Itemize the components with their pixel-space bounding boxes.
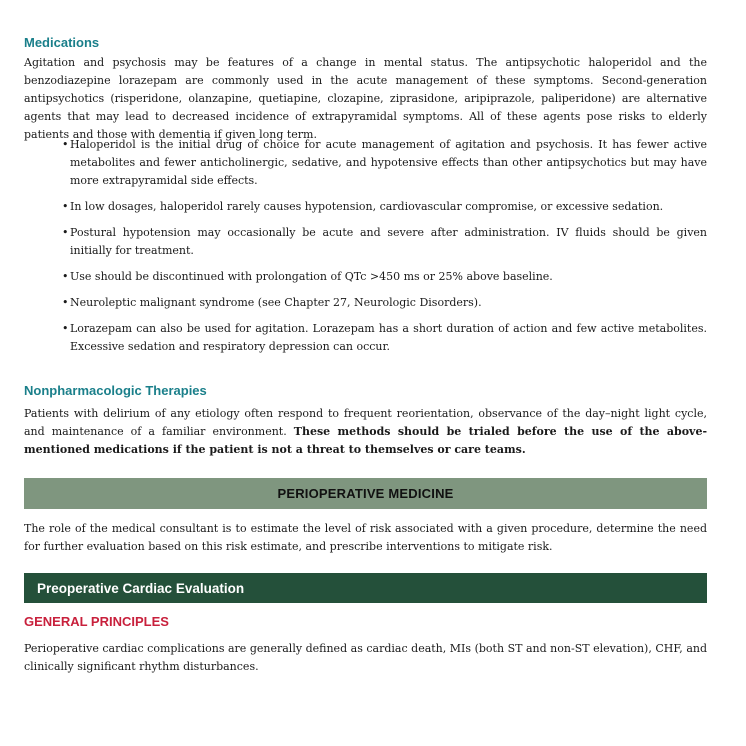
medications-intro: Agitation and psychosis may be features of a change in mental status. The antipsychotic haloperidol and the benzodiazepine lorazepam are commonly used in the acute management of these symptoms. Second-generation antipsychotics (risperidone, olanzapine, quetiapine, clozapine, ziprasidone, aripiprazole, paliperidone) are alternative agents that may lead to decreased incidence of extrapyramidal symptoms. All of these agents pose risks to elderly patients and those with dementia if given long term. — [24, 56, 707, 141]
general-principles-paragraph: Perioperative cardiac complications are generally defined as cardiac death, MIs (both ST and non-ST elevation), CHF, and clinically significant rhythm disturbances. — [24, 642, 707, 673]
nonpharm-bold-text: These methods should be trialed before the use of the above-mentioned medications if the patient is not a threat to themselves or care teams. — [24, 425, 708, 456]
preop-banner — [24, 573, 707, 603]
list-item: • Neuroleptic malignant syndrome (see Chapter 27, Neurologic Disorders). — [62, 294, 707, 312]
general-principles-heading: GENERAL PRINCIPLES — [24, 614, 169, 629]
nonpharm-paragraph — [24, 405, 707, 459]
medications-bullet-list — [62, 136, 707, 364]
list-item: • In low dosages, haloperidol rarely causes hypotension, cardiovascular compromise, or excessive sedation. — [62, 198, 707, 216]
list-item: • Haloperidol is the initial drug of choice for acute management of agitation and psychosis. It has fewer active metabolites and fewer anticholinergic, sedative, and hypotensive effects than other antipsychotics but may have more extrapyramidal side effects. — [62, 136, 707, 190]
nonpharm-text: Patients with delirium of any etiology often respond to frequent reorientation, observance of the day–night light cycle, and maintenance of a familiar environment. — [24, 407, 707, 438]
list-item: • Postural hypotension may occasionally be acute and severe after administration. IV fluids should be given initially for treatment. — [62, 224, 707, 260]
list-item: • Use should be discontinued with prolongation of QTc >450 ms or 25% above baseline. — [62, 268, 707, 286]
perioperative-paragraph: The role of the medical consultant is to estimate the level of risk associated with a given procedure, determine the need for further evaluation based on this risk estimate, and prescribe interventions to mitigate risk. — [24, 522, 707, 553]
list-item: • Lorazepam can also be used for agitation. Lorazepam has a short duration of action and few active metabolites. Excessive sedation and respiratory depression can occur. — [62, 320, 707, 356]
preop-banner-label: Preoperative Cardiac Evaluation — [37, 580, 245, 596]
nonpharm-heading: Nonpharmacologic Therapies — [24, 383, 207, 398]
perioperative-banner: PERIOPERATIVE MEDICINE — [24, 478, 707, 509]
medications-heading: Medications — [24, 35, 100, 50]
